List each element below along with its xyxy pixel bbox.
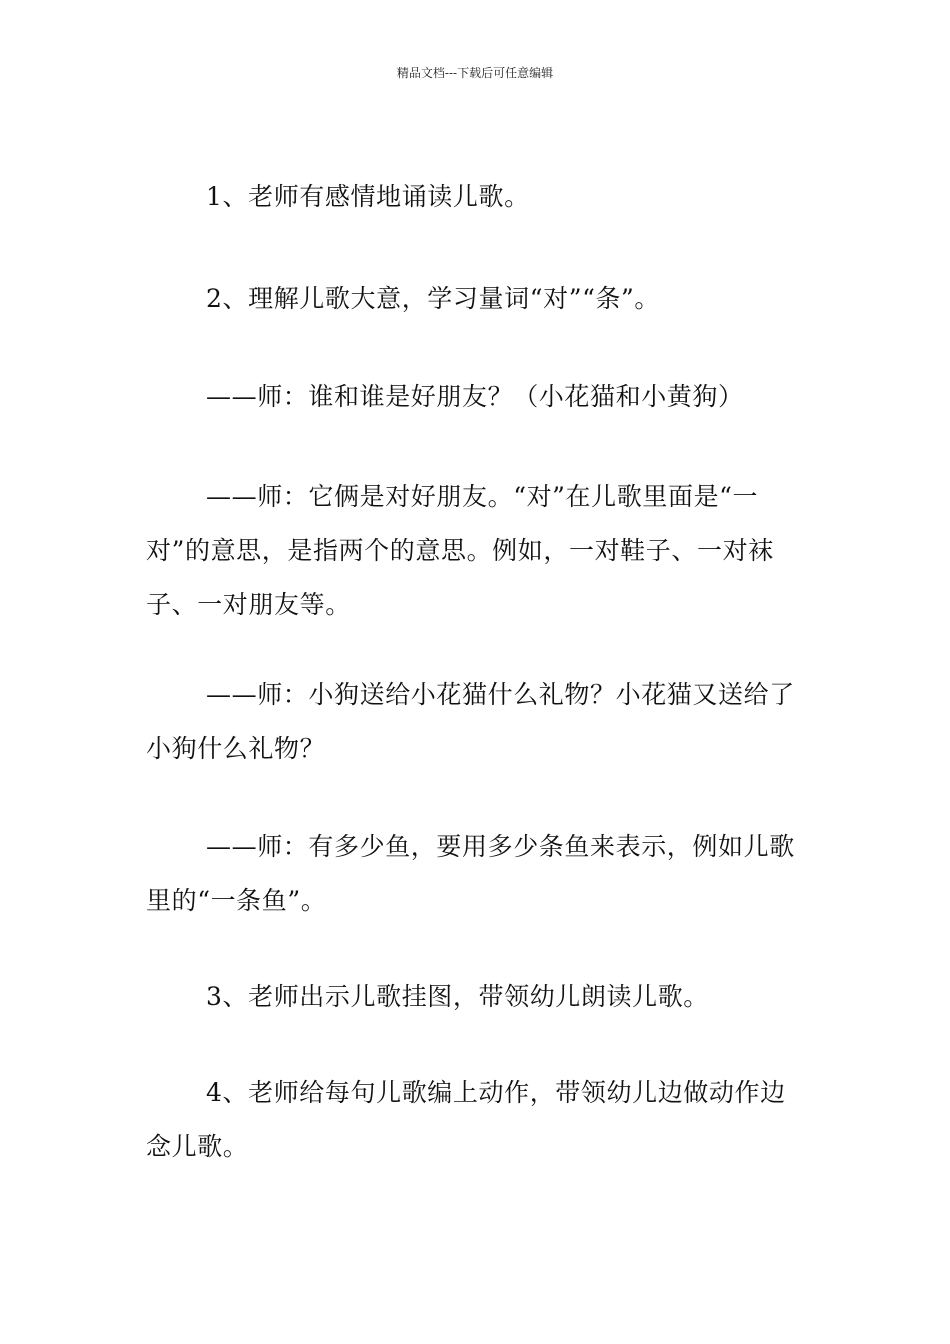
paragraph-explain-tiao: ——师：有多少鱼，要用多少条鱼来表示，例如儿歌里的“一条鱼”。 [146, 832, 795, 915]
paragraph-question-friends: ——师：谁和谁是好朋友？（小花猫和小黄狗） [206, 382, 744, 411]
paragraph-question-gifts: ——师：小狗送给小花猫什么礼物？小花猫又送给了小狗什么礼物？ [146, 680, 795, 763]
page-header: 精品文档---下载后可任意编辑 [396, 66, 554, 80]
paragraph-step-4: 4、老师给每句儿歌编上动作，带领幼儿边做动作边念儿歌。 [146, 1078, 786, 1161]
paragraph-explain-dui: ——师：它俩是对好朋友。“对”在儿歌里面是“一对”的意思，是指两个的意思。例如，一对鞋子、一对袜子、一对朋友等。 [146, 482, 774, 619]
paragraph-step-2: 2、理解儿歌大意，学习量词“对”“条”。 [206, 284, 661, 313]
paragraph-step-3: 3、老师出示儿歌挂图，带领幼儿朗读儿歌。 [206, 982, 709, 1011]
paragraph-step-1: 1、老师有感情地诵读儿歌。 [206, 182, 530, 211]
